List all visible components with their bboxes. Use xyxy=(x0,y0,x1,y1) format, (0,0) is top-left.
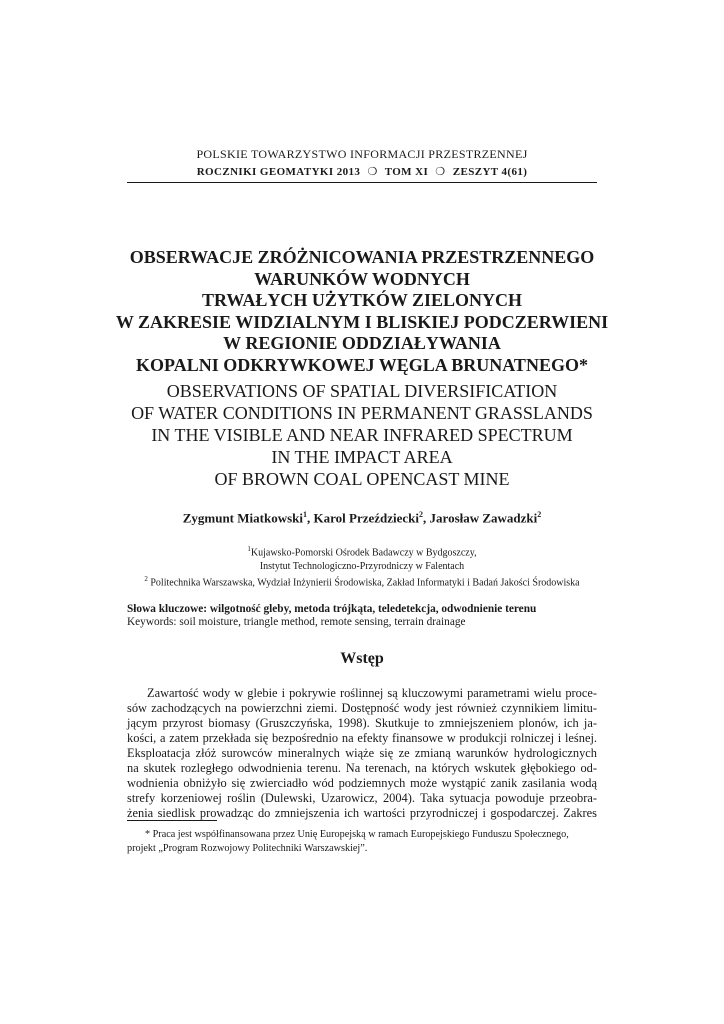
header-rule xyxy=(127,182,597,183)
title-pl-line: TRWAŁYCH UŻYTKÓW ZIELONYCH xyxy=(201,290,523,310)
title-pl-line: W REGIONIE ODDZIAŁYWANIA xyxy=(223,333,501,353)
title-english xyxy=(100,380,624,490)
circle-separator-icon: ❍ xyxy=(367,166,378,178)
section-heading: Wstęp xyxy=(340,650,384,667)
keywords-polish: Słowa kluczowe: wilgotność gleby, metoda trójkąta, teledetekcja, odwodnienie terenu xyxy=(127,603,537,615)
journal-line xyxy=(0,165,724,178)
affiliation-line: $^1$Kujawsko-Pomorski Ośrodek Badawczy w Bydgoszczy, xyxy=(247,545,477,559)
title-en-line: OF WATER CONDITIONS IN PERMANENT GRASSLANDS xyxy=(131,403,593,423)
society-name: POLSKIE TOWARZYSTWO INFORMACJI PRZESTRZENNEJ xyxy=(196,147,528,161)
footnote-rule xyxy=(127,820,217,821)
title-polish xyxy=(100,247,624,376)
body-paragraph xyxy=(127,686,597,821)
title-pl-line: KOPALNI ODKRYWKOWEJ WĘGLA BRUNATNEGO* xyxy=(136,354,588,375)
affiliation-line: Instytut Technologiczno-Przyrodniczy w Falentach xyxy=(259,560,465,572)
author-affiliation-mark: 1 xyxy=(303,510,307,519)
body-line: wodnienia obniżyło się zwierciadło wód podziemnych może wystąpić zanik zasilania wodą xyxy=(127,776,597,790)
title-pl-line: WARUNKÓW WODNYCH xyxy=(254,268,470,289)
affiliation-line: $^2$ Politechnika Warszawska, Wydział Inżynierii Środowiska, Zakład Informatyki i Badań Jakości Środowiska xyxy=(144,575,580,589)
keywords-block xyxy=(127,603,597,629)
journal-name: ROCZNIKI GEOMATYKI 2013 xyxy=(196,166,361,178)
footnote-line: projekt „Program Rozwojowy Politechniki Warszawskiej”. xyxy=(127,843,368,854)
author-name: Karol Przeździecki xyxy=(313,510,420,526)
affiliations xyxy=(110,543,614,590)
author-affiliation-mark: 2 xyxy=(419,510,424,519)
journal-issue: ZESZYT 4(61) xyxy=(452,166,528,178)
author-list: Zygmunt Miatkowski$^1$, Karol Przeździecki$^2$, Jarosław Zawadzki$^2$ xyxy=(182,510,542,526)
body-line: strefy korzeniowej roślin (Dulewski, Uzarowicz, 2004). Taka sytuacja powoduje przeobra- xyxy=(127,791,597,805)
body-line: kości, a zatem przekłada się bezpośrednio na efekty finansowe w produkcji rolniczej i leśnej. xyxy=(127,731,597,745)
footnote xyxy=(127,828,597,856)
title-pl-line: OBSERWACJE ZRÓŻNICOWANIA PRZESTRZENNEGO xyxy=(129,247,595,267)
author-name: Jarosław Zawadzki xyxy=(429,510,538,526)
body-line: Eksploatacja złóż surowców mineralnych wiąże się ze zmianą warunków hydrologicznych xyxy=(127,746,597,760)
body-line: jącym przyrost biomasy (Gruszczyńska, 1998). Skutkuje to zmniejszeniem plonów, ich ja- xyxy=(127,716,597,730)
title-pl-line: W ZAKRESIE WIDZIALNYM I BLISKIEJ PODCZERWIENI xyxy=(115,311,609,332)
title-en-line: OF BROWN COAL OPENCAST MINE xyxy=(214,469,510,489)
body-line: na skutek rozległego odwodnienia terenu. Na terenach, na których wskutek głębokiego od- xyxy=(127,761,597,775)
circle-separator-icon: ❍ xyxy=(435,166,446,178)
body-line: sów zachodzących na powierzchni ziemi. Dostępność wody jest również czynnikiem limitu- xyxy=(127,701,597,715)
journal-volume: TOM XI xyxy=(384,166,429,178)
author-name: Zygmunt Miatkowski xyxy=(182,510,303,526)
author-affiliation-mark: 2 xyxy=(537,510,542,519)
title-en-line: IN THE IMPACT AREA xyxy=(271,447,453,467)
title-en-line: IN THE VISIBLE AND NEAR INFRARED SPECTRUM xyxy=(151,425,573,445)
body-line: żenia siedlisk prowadząc do zmniejszenia ich wartości przyrodniczej i gospodarczej. Zakres xyxy=(127,806,597,820)
body-line: Zawartość wody w glebie i pokrywie roślinnej są kluczowymi parametrami wielu proce- xyxy=(147,686,597,700)
footnote-line: * Praca jest współfinansowana przez Unię Europejską w ramach Europejskiego Funduszu Społecznego, xyxy=(145,829,569,840)
keywords-english: Keywords: soil moisture, triangle method, remote sensing, terrain drainage xyxy=(127,616,466,628)
title-en-line: OBSERVATIONS OF SPATIAL DIVERSIFICATION xyxy=(166,381,558,401)
